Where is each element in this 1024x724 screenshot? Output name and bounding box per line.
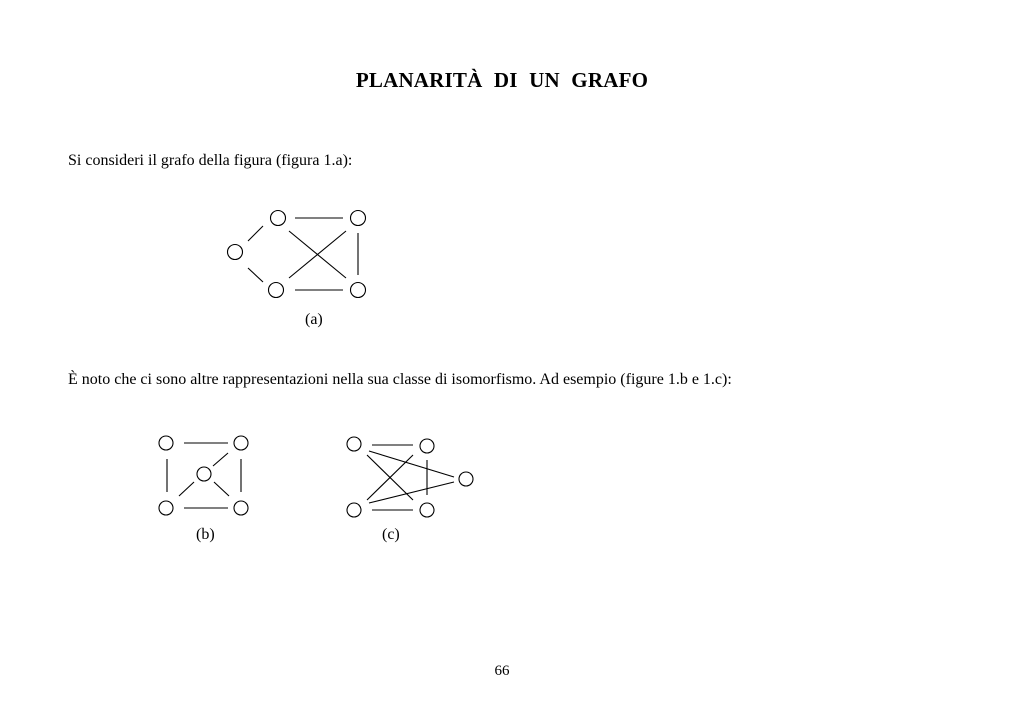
edge <box>248 268 263 282</box>
figure-b-caption: (b) <box>196 526 215 543</box>
vertex <box>351 211 366 226</box>
vertex <box>228 245 243 260</box>
vertex <box>159 436 173 450</box>
page-number: 66 <box>494 663 510 679</box>
vertex <box>459 472 473 486</box>
edge <box>213 453 228 466</box>
intro-paragraph: Si consideri il grafo della figura (figura 1.a): <box>68 152 353 169</box>
vertex <box>197 467 211 481</box>
vertex <box>347 503 361 517</box>
graph-figure-a <box>228 211 366 298</box>
edge <box>367 455 413 500</box>
figure-a-caption: (a) <box>305 311 323 328</box>
isomorphism-paragraph: È noto che ci sono altre rappresentazioni nella sua classe di isomorfismo. Ad esempio (figure 1.b e 1.c): <box>68 371 732 388</box>
vertex <box>347 437 361 451</box>
vertex <box>420 503 434 517</box>
vertex <box>269 283 284 298</box>
edge <box>289 231 346 278</box>
vertex <box>420 439 434 453</box>
vertex <box>351 283 366 298</box>
vertex <box>159 501 173 515</box>
edge <box>369 451 454 477</box>
edge <box>214 482 229 496</box>
edge <box>289 231 346 278</box>
edge <box>179 482 194 496</box>
figure-c-caption: (c) <box>382 526 400 543</box>
edge <box>248 226 263 241</box>
vertex <box>234 501 248 515</box>
vertex <box>271 211 286 226</box>
edge <box>367 455 413 500</box>
graph-figure-b <box>159 436 248 515</box>
edge <box>369 482 454 503</box>
vertex <box>234 436 248 450</box>
graph-figure-c <box>347 437 473 517</box>
page-title: PLANARITÀ DI UN GRAFO <box>355 68 649 92</box>
